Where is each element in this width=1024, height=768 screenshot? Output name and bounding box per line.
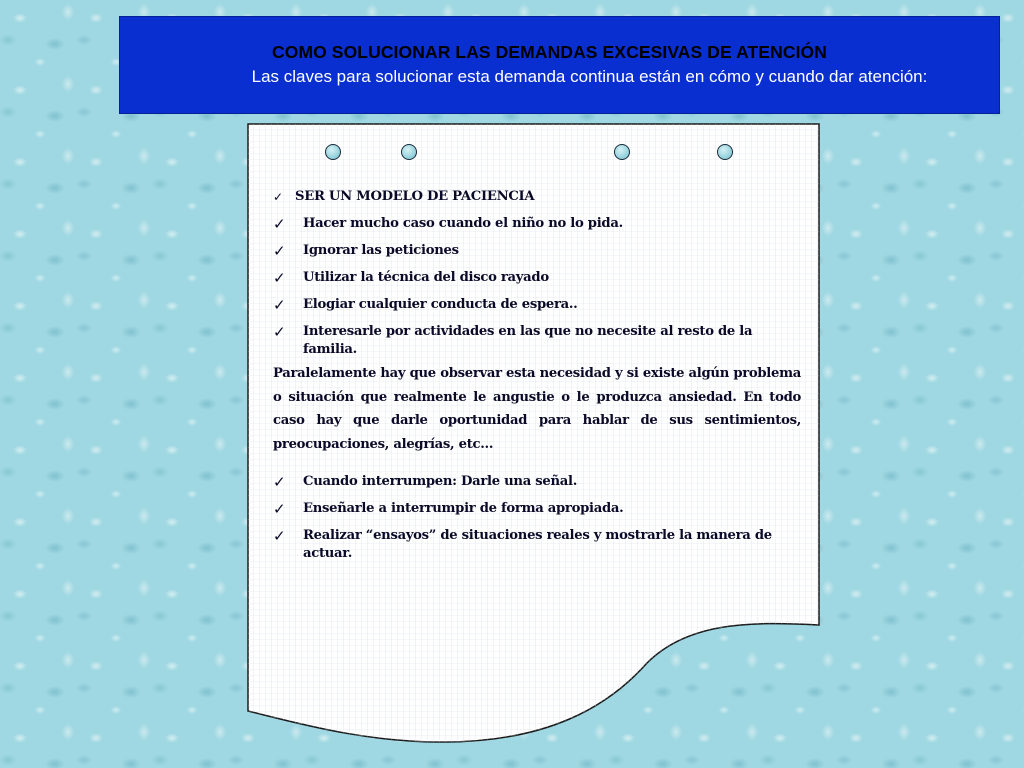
list-item: ✓ Ignorar las peticiones [273, 242, 459, 260]
notebook-page [247, 123, 820, 743]
list-item: ✓ Cuando interrumpen: Darle una señal. [273, 473, 577, 491]
explanation-paragraph: Paralelamente hay que observar esta necesidad y si existe algún problema o situación que realmente le angustie o le produzca ansiedad. En todo caso hay que darle oportunidad para hablar de sus sentimientos, preocupaciones, alegrías, etc… [273, 366, 801, 452]
checkmark-icon: ✓ [273, 296, 286, 314]
slide-subtitle: Las claves para solucionar esta demanda continua están en cómo y cuando dar atención: [251, 67, 928, 86]
checkmark-icon: ✓ [273, 242, 286, 260]
list-item: ✓ Enseñarle a interrumpir de forma apropiada. [273, 500, 624, 518]
list-item: ✓ Realizar “ensayos” de situaciones reales y mostrarle la manera de actuar. [273, 527, 772, 561]
checkmark-icon: ✓ [273, 323, 286, 341]
list-item: ✓ Interesarle por actividades en las que no necesite al resto de la familia. [273, 323, 753, 357]
checkmark-icon: ✓ [273, 215, 286, 233]
list-item: ✓ Elogiar cualquier conducta de espera.. [273, 296, 578, 314]
slide-title: COMO SOLUCIONAR LAS DEMANDAS EXCESIVAS DE ATENCIÓN [272, 42, 827, 62]
checkmark-icon: ✓ [273, 527, 286, 545]
list-item: ✓ Hacer mucho caso cuando el niño no lo pida. [273, 215, 623, 233]
title-banner [119, 16, 1000, 114]
checkmark-icon: ✓ [273, 190, 283, 204]
binder-hole-icon [401, 144, 417, 160]
note-content [273, 188, 801, 561]
list-item: ✓ SER UN MODELO DE PACIENCIA [273, 189, 535, 204]
binder-hole-icon [325, 144, 341, 160]
list-item: ✓ Utilizar la técnica del disco rayado [273, 269, 549, 287]
checkmark-icon: ✓ [273, 269, 286, 287]
checkmark-icon: ✓ [273, 500, 286, 518]
binder-holes [247, 144, 820, 164]
binder-hole-icon [614, 144, 630, 160]
binder-hole-icon [717, 144, 733, 160]
checkmark-icon: ✓ [273, 473, 286, 491]
